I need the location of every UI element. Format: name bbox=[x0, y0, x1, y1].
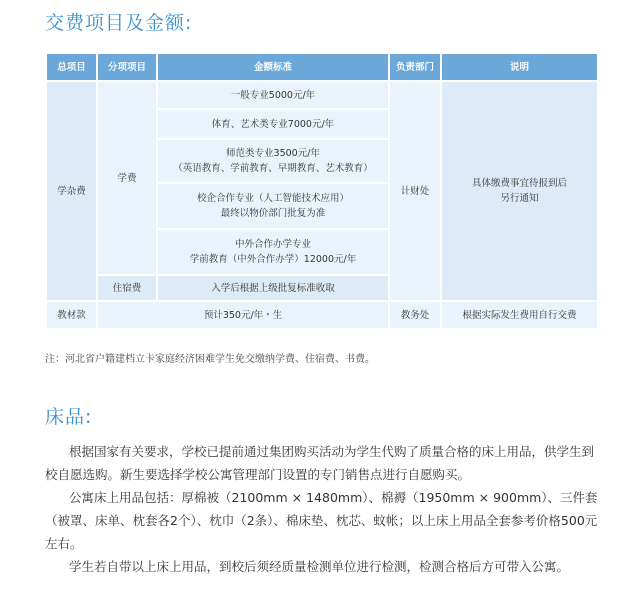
header-desc: 说明 bbox=[442, 54, 597, 80]
books-desc-cell: 根据实际发生费用自行交费 bbox=[442, 302, 597, 328]
desc-line-2: 另行通知 bbox=[500, 193, 539, 204]
dorm-label-cell: 住宿费 bbox=[98, 276, 156, 300]
fees-table bbox=[45, 52, 599, 330]
desc-cell bbox=[442, 82, 597, 300]
books-dept-cell: 教务处 bbox=[390, 302, 440, 328]
desc-line-1: 具体缴费事宜待报到后 bbox=[471, 178, 567, 189]
amount-coop-line-2: 最终以物价部门批复为准 bbox=[220, 208, 326, 219]
tuition-cell: 学费 bbox=[98, 82, 156, 274]
amount-normal-line-2: （英语教育、学前教育、早期教育、艺术教育） bbox=[173, 163, 373, 174]
finance-dept-cell: 计财处 bbox=[390, 82, 440, 300]
amount-general: 一般专业5000元/年 bbox=[158, 82, 388, 108]
amount-foreign bbox=[158, 230, 388, 274]
fee-note: 注：河北省户籍建档立卡家庭经济困难学生免交缴纳学费、住宿费、书费。 bbox=[45, 354, 375, 365]
amount-coop bbox=[158, 184, 388, 228]
amount-normal bbox=[158, 140, 388, 182]
table-row bbox=[47, 302, 597, 328]
header-total-item: 总项目 bbox=[47, 54, 96, 80]
amount-normal-line-1: 师范类专业3500元/年 bbox=[226, 148, 320, 159]
bedding-section-title: 床品: bbox=[45, 406, 93, 428]
books-label-cell: 教材款 bbox=[47, 302, 96, 328]
amount-foreign-line-1: 中外合作办学专业 bbox=[234, 239, 311, 250]
table-row bbox=[47, 82, 597, 108]
books-amount-cell: 预计350元/年・生 bbox=[98, 302, 388, 328]
amount-foreign-line-2: 学前教育（中外合作办学）12000元/年 bbox=[189, 254, 357, 265]
header-dept: 负责部门 bbox=[390, 54, 440, 80]
fees-section-title: 交费项目及金额: bbox=[45, 12, 193, 34]
header-amount: 金额标准 bbox=[158, 54, 388, 80]
amount-coop-line-1: 校企合作专业（人工智能技术应用） bbox=[196, 193, 349, 204]
bedding-paragraph-1: 根据国家有关要求，学校已提前通过集团购买活动为学生代购了质量合格的床上用品，供学生到校自愿选购。新生要选择学校公寓管理部门设置的专门销售点进行自愿购买。 bbox=[45, 444, 595, 482]
header-sub-item: 分项项目 bbox=[98, 54, 156, 80]
bedding-paragraph-2: 公寓床上用品包括：厚棉被（2100mm × 1480mm）、棉褥（1950mm × 900mm）、三件套（被罩、床单、枕套各2个）、枕巾（2条）、棉床垫、枕芯、蚊帐；以上床上用品全套参考价格500元左右。 bbox=[45, 490, 598, 551]
bedding-paragraph-3: 学生若自带以上床上用品，到校后须经质量检测单位进行检测，检测合格后方可带入公寓。 bbox=[69, 559, 570, 574]
misc-fee-cell: 学杂费 bbox=[47, 82, 96, 300]
amount-arts: 体育、艺术类专业7000元/年 bbox=[158, 110, 388, 138]
table-header-row bbox=[47, 54, 597, 80]
dorm-amount-cell: 入学后根据上级批复标准收取 bbox=[158, 276, 388, 300]
